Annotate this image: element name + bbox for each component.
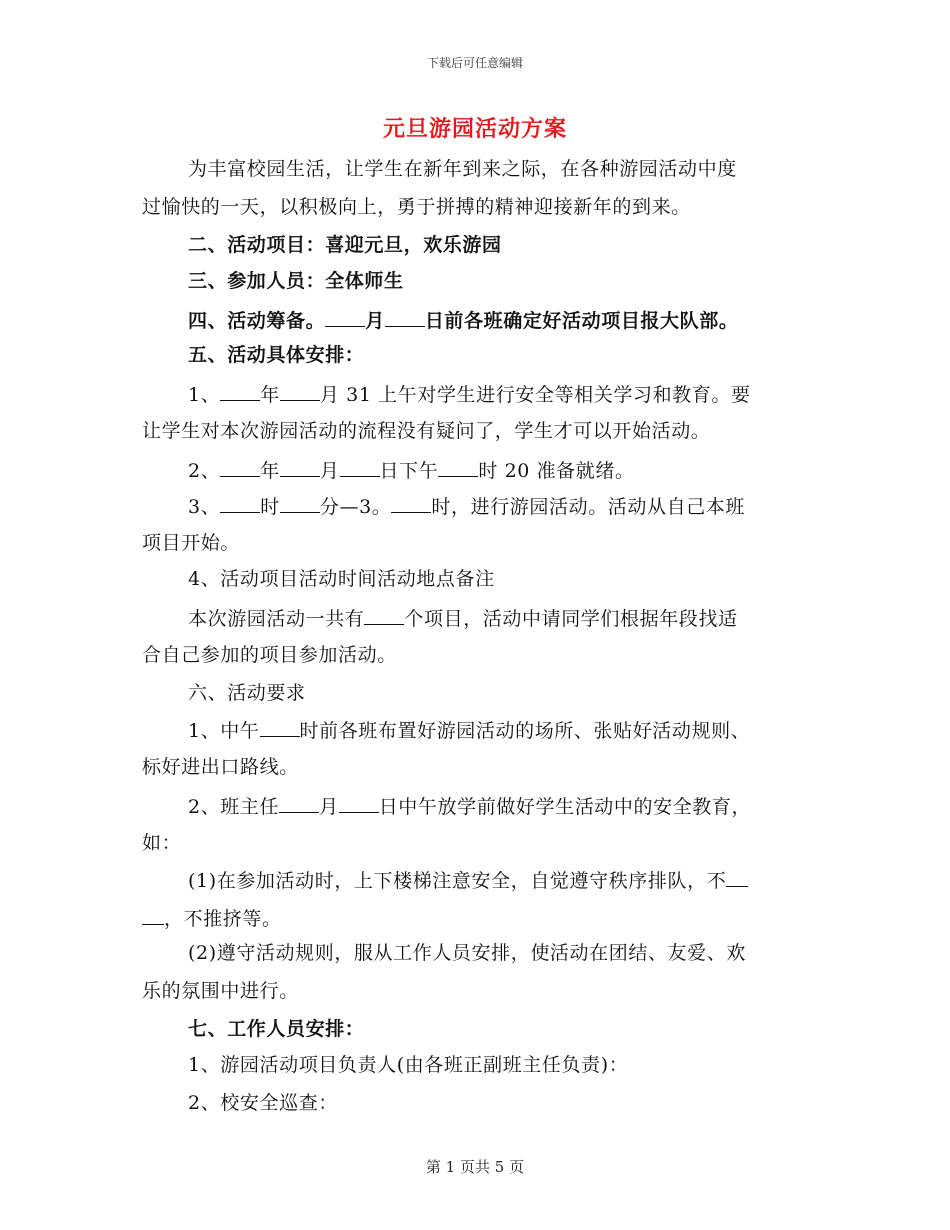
- item-5-2-year: 年: [260, 460, 280, 482]
- item-5-3-cont: 项目开始。: [142, 532, 241, 554]
- blank-day: [340, 456, 380, 477]
- item-5-3: [188, 492, 745, 520]
- item-5-1-text: 月 31 上午对学生进行安全等相关学习和教育。要: [319, 384, 751, 406]
- blank-day: [339, 792, 379, 813]
- item-6-2-cont: 如：: [142, 832, 182, 854]
- page-title: 元旦游园活动方案: [382, 116, 567, 142]
- projects-note-b: 个项目，活动中请同学们根据年段找适: [404, 608, 738, 630]
- item-7-2: 2、校安全巡查：: [188, 1092, 338, 1114]
- section-4-heading: [188, 306, 738, 334]
- item-5-3-minute: 分—3。: [319, 496, 392, 518]
- item-5-2-text: 时 20 准备就绪。: [478, 460, 635, 482]
- item-5-1-num: 1、: [188, 384, 221, 406]
- page-number: 第 1 页共 5 页: [425, 1158, 525, 1176]
- item-6-1-a: 1、中午: [188, 720, 260, 742]
- section-5-heading: 五、活动具体安排：: [188, 344, 365, 366]
- item-5-1-year: 年: [260, 384, 280, 406]
- section-2-heading: 二、活动项目：喜迎元旦，欢乐游园: [188, 234, 502, 256]
- blank-sub-1: [726, 866, 748, 887]
- blank-count: [364, 604, 404, 625]
- item-5-1: [188, 380, 751, 408]
- item-6-2-a: 2、班主任: [188, 796, 280, 818]
- intro-line-2: 过愉快的一天，以积极向上，勇于拼搏的精神迎接新年的到来。: [142, 196, 691, 218]
- blank-month: [280, 456, 320, 477]
- sub-item-1-text: (1)在参加活动时，上下楼梯注意安全，自觉遵守秩序排队，不: [188, 870, 727, 892]
- blank-hour: [391, 492, 431, 513]
- sub-item-1-cont-text: ，不推挤等。: [164, 908, 282, 930]
- item-5-2-month: 月: [319, 460, 340, 482]
- item-5-3-hour: 时: [260, 496, 280, 518]
- item-5-1-cont: 让学生对本次游园活动的流程没有疑问了，学生才可以开始活动。: [142, 420, 711, 442]
- header-note: 下载后可任意编辑: [426, 56, 523, 70]
- projects-note-cont: 合自己参加的项目参加活动。: [142, 644, 397, 666]
- blank-month: [280, 380, 320, 401]
- item-5-2-day: 日下午: [379, 460, 439, 482]
- section-4-text-c: 日前各班确定好活动项目报大队部。: [424, 310, 739, 332]
- item-6-1: [188, 716, 750, 744]
- section-4-text-b: 月: [365, 310, 385, 332]
- section-7-heading: 七、工作人员安排：: [188, 1018, 365, 1040]
- blank-month: [279, 792, 319, 813]
- blank-month: [325, 306, 365, 327]
- sub-item-1: [188, 866, 748, 894]
- item-6-1-cont: 标好进出口路线。: [142, 756, 299, 778]
- section-4-text-a: 四、活动筹备。: [188, 310, 326, 332]
- sub-item-2: (2)遵守活动规则，服从工作人员安排，使活动在团结、友爱、欢: [188, 942, 746, 964]
- item-6-2-b: 月: [319, 796, 339, 818]
- intro-line-1: 为丰富校园生活，让学生在新年到来之际，在各种游园活动中度: [188, 158, 737, 180]
- item-7-1: 1、游园活动项目负责人(由各班正副班主任负责)：: [188, 1054, 629, 1076]
- blank-minute: [280, 492, 320, 513]
- item-6-1-b: 时前各班布置好游园活动的场所、张贴好活动规则、: [299, 720, 751, 742]
- item-6-2: [188, 792, 751, 820]
- sub-item-2-cont: 乐的氛围中进行。: [142, 980, 299, 1002]
- item-5-3-num: 3、: [188, 496, 221, 518]
- projects-note-a: 本次游园活动一共有: [188, 608, 365, 630]
- item-5-3-text: 时，进行游园活动。活动从自己本班: [431, 496, 746, 518]
- sub-item-1-cont: [142, 904, 282, 932]
- blank-hour: [260, 716, 300, 737]
- projects-note: [188, 604, 738, 632]
- blank-year: [220, 456, 260, 477]
- blank-day: [385, 306, 425, 327]
- blank-hour: [438, 456, 478, 477]
- item-5-2: [188, 456, 635, 484]
- item-6-2-c: 日中午放学前做好学生活动中的安全教育，: [378, 796, 752, 818]
- item-5-4: 4、活动项目活动时间活动地点备注: [188, 568, 495, 590]
- section-3-heading: 三、参加人员：全体师生: [188, 270, 404, 292]
- blank-year: [220, 380, 260, 401]
- blank-hour: [220, 492, 260, 513]
- item-5-2-num: 2、: [188, 460, 221, 482]
- section-6-heading: 六、活动要求: [188, 682, 306, 704]
- blank-sub-1-cont: [142, 904, 164, 925]
